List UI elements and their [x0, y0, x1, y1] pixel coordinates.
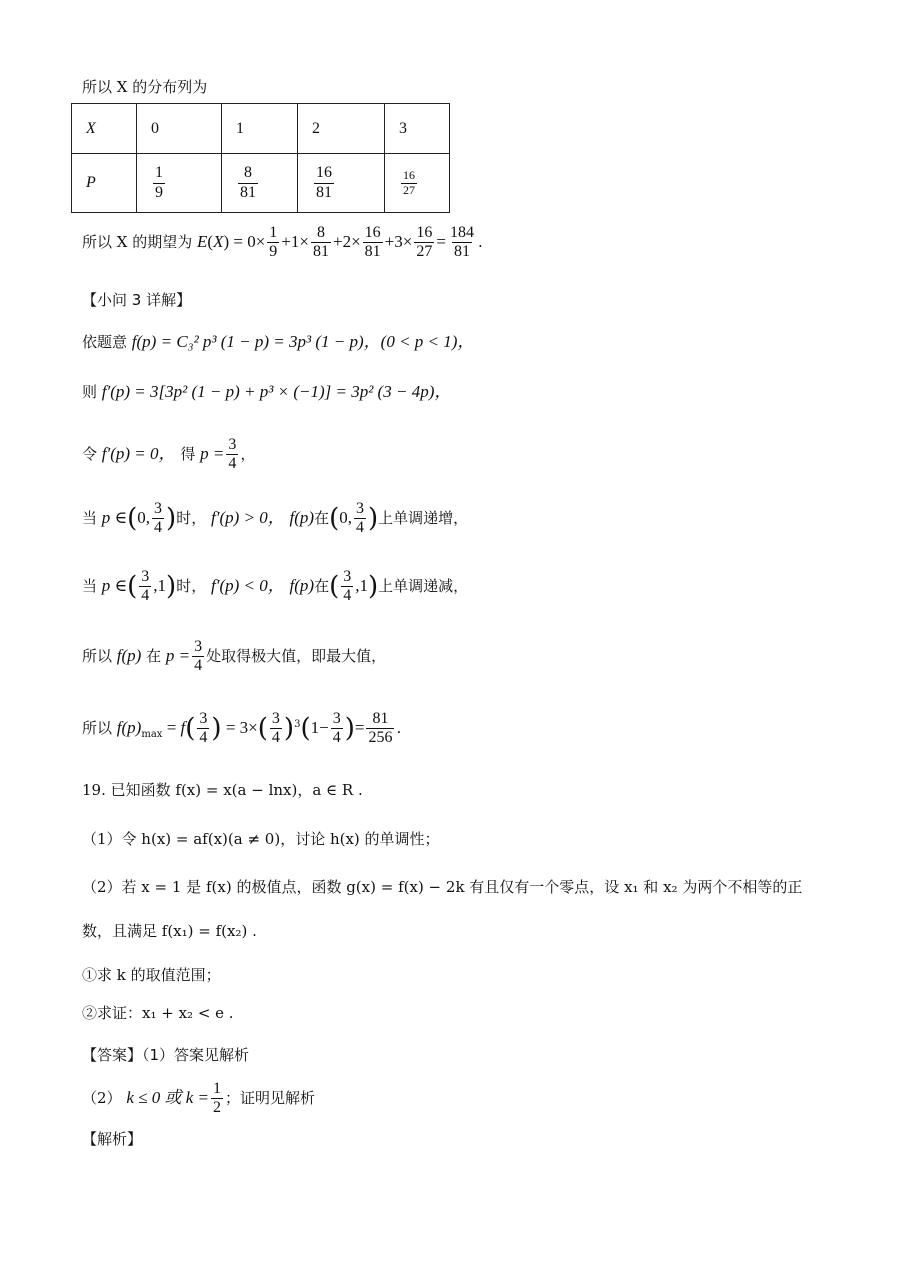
step-1: 依题意 f(p) = C₃² p³ (1 − p) = 3p³ (1 − p)，(0 < p < 1)， [82, 332, 475, 351]
table-cell: $\frac{16}{27}$ [385, 154, 450, 213]
step-2: 则 f′(p) = 3[3p² (1 − p) + p³ × (−1)] = 3p² (3 − 4p)， [82, 382, 452, 401]
step-6: 所以 f(p) 在 p = $\frac{3}{4}$ 处取得极大值，即最大值， [82, 638, 387, 675]
table-cell: 2 [298, 104, 385, 154]
table-row [72, 154, 450, 213]
expectation-line: 所以 X 的期望为 E(X) = 0× $\frac{1}{9}$ +1× $\frac{8}{81}$ +2× $\frac{16}{81}$ +3× $\frac{16}{27}$ = $\frac{184}{81}$ . [82, 224, 483, 261]
q19-stem: 19. 已知函数 f(x) = x(a − lnx)，a ∈ R . [82, 781, 363, 799]
distribution-intro: 所以 X 的分布列为 [82, 78, 208, 96]
step-3: 令 f′(p) = 0， 得 p = $\frac{3}{4}$ ， [82, 436, 256, 473]
step-7: 所以 $f(p)_{max} = f$( $\frac{3}{4}$ ) = 3×( $\frac{3}{4}$ )$^3$(1− $\frac{3}{4}$ )= $\frac{81}{256}$ . [82, 710, 402, 747]
answer-heading: 【答案】（1）答案见解析 [82, 1046, 250, 1064]
table-cell: 3 [385, 104, 450, 154]
subq3-heading: 【小问 3 详解】 [82, 291, 192, 309]
table-cell: 1 [222, 104, 298, 154]
q19-sub2: ②求证：x₁ + x₂ < e . [82, 1004, 234, 1022]
analysis-heading: 【解析】 [82, 1130, 143, 1148]
answer-part2: （2） k ≤ 0 或 k = $\frac{1}{2}$ ；证明见解析 [82, 1080, 315, 1117]
q19-sub1: ①求 k 的取值范围； [82, 966, 221, 984]
q19-part2-line1: （2）若 x = 1 是 f(x) 的极值点，函数 g(x) = f(x) − 2k 有且仅有一个零点，设 x₁ 和 x₂ 为两个不相等的正 [82, 878, 803, 896]
step-4: 当 p ∈(0, $\frac{3}{4}$ )时， f′(p) > 0， f(p)在(0, $\frac{3}{4}$ )上单调递增， [82, 500, 469, 537]
table-header-p: P [72, 154, 137, 213]
table-header-x: X [72, 104, 137, 154]
distribution-table [71, 103, 450, 213]
table-cell: $\frac{16}{81}$ [298, 154, 385, 213]
q19-part1: （1）令 h(x) = af(x)(a ≠ 0)，讨论 h(x) 的单调性； [82, 830, 440, 848]
q19-part2-line2: 数，且满足 f(x₁) = f(x₂) . [82, 922, 257, 940]
table-cell: $\frac{1}{9}$ [137, 154, 222, 213]
table-row [72, 104, 450, 154]
step-5: 当 p ∈( $\frac{3}{4}$ ,1)时， f′(p) < 0， f(p)在( $\frac{3}{4}$ ,1)上单调递减， [82, 568, 469, 605]
table-cell: 0 [137, 104, 222, 154]
table-cell: $\frac{8}{81}$ [222, 154, 298, 213]
